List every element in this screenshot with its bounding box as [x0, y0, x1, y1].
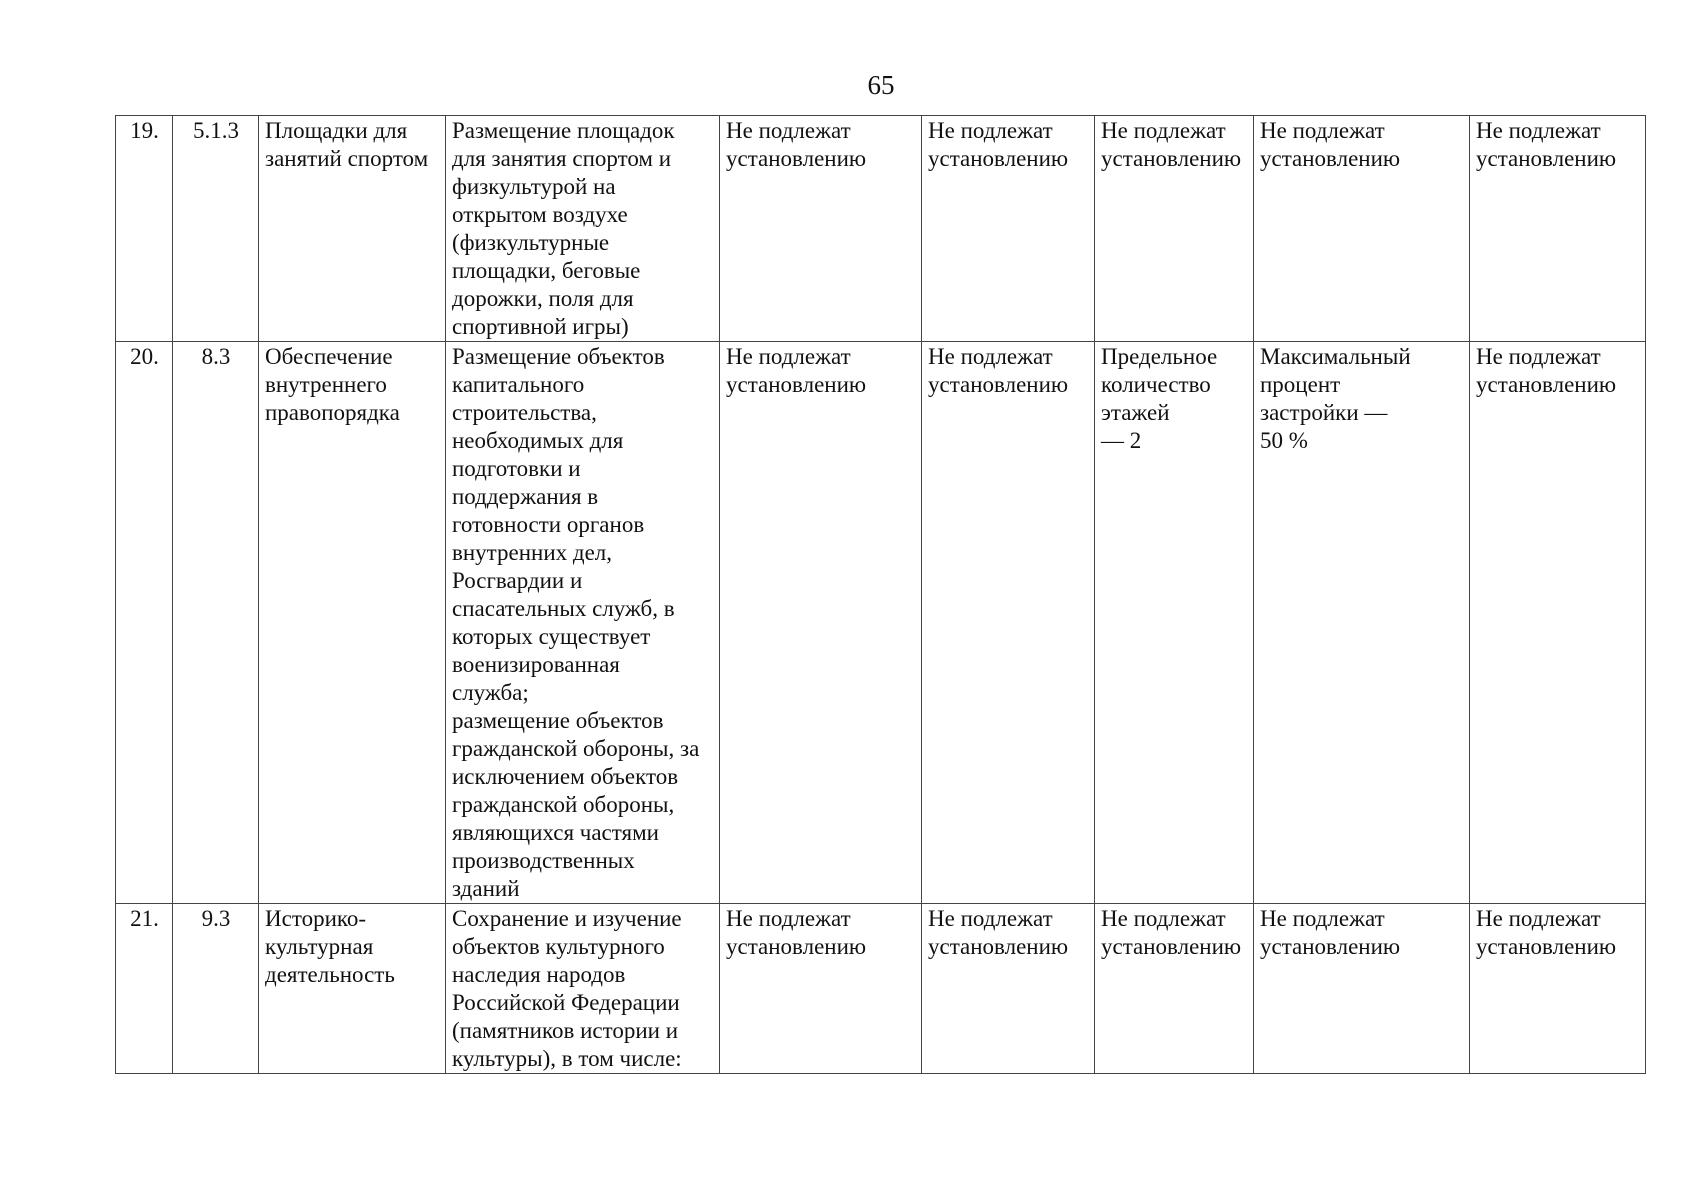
row-number: 21.: [116, 904, 173, 1074]
row-code: 5.1.3: [173, 116, 259, 342]
row-col5: Не подлежат установлению: [720, 342, 922, 904]
row-col9: Не подлежат установлению: [1470, 116, 1646, 342]
row-col8: Не подлежат установлению: [1254, 116, 1470, 342]
row-number: 20.: [116, 342, 173, 904]
page-number: 65: [867, 70, 895, 100]
row-name: Площадки для занятий спортом: [259, 116, 446, 342]
row-code: 9.3: [173, 904, 259, 1074]
row-col5: Не подлежат установлению: [720, 116, 922, 342]
table-row: [116, 116, 1646, 342]
row-col8: Не подлежат установлению: [1254, 904, 1470, 1074]
table-row: [116, 904, 1646, 1074]
table-row: [116, 342, 1646, 904]
row-col5: Не подлежат установлению: [720, 904, 922, 1074]
row-number: 19.: [116, 116, 173, 342]
row-name: Историко- культурная деятельность: [259, 904, 446, 1074]
row-col6: Не подлежат установлению: [922, 116, 1095, 342]
row-col6: Не подлежат установлению: [922, 904, 1095, 1074]
row-col7: Предельное количество этажей — 2: [1095, 342, 1254, 904]
row-description: Сохранение и изучение объектов культурного наследия народов Российской Федерации (памятников истории и культуры), в том числе:: [446, 904, 720, 1074]
row-col7: Не подлежат установлению: [1095, 904, 1254, 1074]
row-code: 8.3: [173, 342, 259, 904]
row-name: Обеспечение внутреннего правопорядка: [259, 342, 446, 904]
row-description: Размещение площадок для занятия спортом и физкультурой на открытом воздухе (физкультурные площадки, беговые дорожки, поля для спортивной игры): [446, 116, 720, 342]
row-col6: Не подлежат установлению: [922, 342, 1095, 904]
row-description: Размещение объектов капитального строительства, необходимых для подготовки и поддержания в готовности органов внутренних дел, Росгвардии и спасательных служб, в которых существует военизированная служба; размещение объектов гражданской обороны, за исключением объектов гражданской обороны, являющихся частями производственных зданий: [446, 342, 720, 904]
row-col9: Не подлежат установлению: [1470, 342, 1646, 904]
land-use-table: [115, 115, 1646, 1074]
row-col7: Не подлежат установлению: [1095, 116, 1254, 342]
row-col9: Не подлежат установлению: [1470, 904, 1646, 1074]
row-col8: Максимальный процент застройки — 50 %: [1254, 342, 1470, 904]
